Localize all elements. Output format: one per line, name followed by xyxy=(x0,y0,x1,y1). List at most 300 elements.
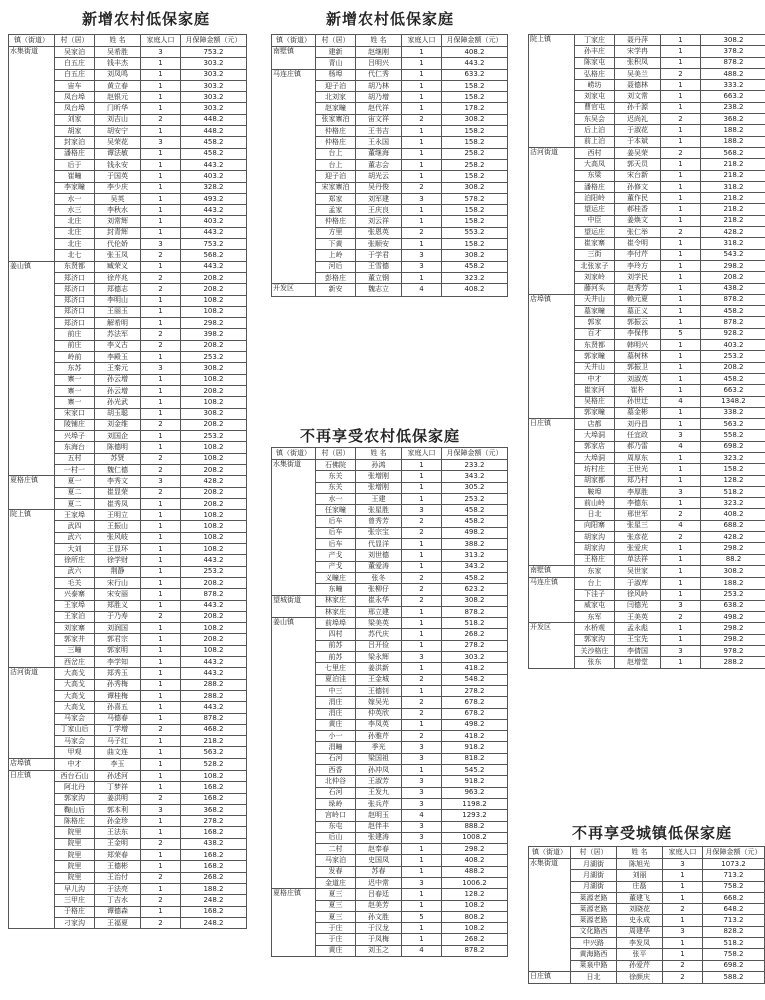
data-cell: 郭家沟 xyxy=(55,793,95,804)
data-cell: 1 xyxy=(141,306,181,317)
data-cell: 解希明 xyxy=(95,318,141,329)
data-cell: 天井山 xyxy=(575,294,615,305)
data-cell: 403.2 xyxy=(701,340,765,351)
data-cell: 孙云增 xyxy=(95,374,141,385)
data-cell: 1 xyxy=(141,205,181,216)
data-cell: 563.2 xyxy=(701,419,765,430)
data-cell: 1 xyxy=(402,137,442,148)
table-header-row xyxy=(529,847,765,859)
data-cell: 东梁 xyxy=(575,170,615,181)
data-cell: 张星三 xyxy=(615,520,661,531)
data-cell: 928.2 xyxy=(701,328,765,339)
data-cell: 1 xyxy=(141,92,181,103)
data-cell: 1 xyxy=(402,765,442,776)
data-cell: 443.2 xyxy=(181,600,247,611)
data-cell: 2 xyxy=(402,708,442,719)
data-cell: 2 xyxy=(141,284,181,295)
data-cell: 1 xyxy=(661,407,701,418)
data-cell: 胡家沟 xyxy=(575,543,615,554)
data-cell: 2 xyxy=(141,272,181,283)
data-cell: 武四 xyxy=(55,521,95,532)
table-row xyxy=(272,618,508,629)
data-cell: 698.2 xyxy=(701,441,765,452)
data-cell: 封青辉 xyxy=(95,227,141,238)
data-cell: 孙爱芹 xyxy=(617,960,663,971)
data-cell: 张仁举 xyxy=(615,227,661,238)
data-cell: 3 xyxy=(402,832,442,843)
data-cell: 488.2 xyxy=(701,68,765,79)
data-cell: 1 xyxy=(661,578,701,589)
data-cell: 4 xyxy=(402,284,442,296)
data-cell: 1 xyxy=(141,657,181,668)
data-cell: 298.2 xyxy=(701,260,765,271)
data-cell: 三街 xyxy=(575,249,615,260)
data-cell: 陵铺庄 xyxy=(55,419,95,430)
data-cell: 208.2 xyxy=(701,272,765,283)
data-cell: 发春 xyxy=(316,866,356,877)
data-cell: 1 xyxy=(402,685,442,696)
data-cell: 庄磊 xyxy=(617,881,663,892)
data-cell: 大高戈 xyxy=(55,668,95,679)
data-cell: 院里 xyxy=(55,861,95,872)
data-cell: 张东 xyxy=(575,657,615,668)
data-cell: 张增刚 xyxy=(356,471,402,482)
data-cell: 马德春 xyxy=(95,713,141,724)
data-cell: 308.2 xyxy=(442,595,508,606)
data-cell: 董志会 xyxy=(356,159,402,170)
header-cell: 家庭人口 xyxy=(402,448,442,460)
data-cell: 403.2 xyxy=(181,171,247,182)
data-cell: 胡家 xyxy=(55,126,95,137)
header-cell: 月保障金额（元） xyxy=(442,35,508,47)
data-cell: 1 xyxy=(661,102,701,113)
title-no-longer-urban: 不再享受城镇低保家庭 xyxy=(572,824,733,842)
town-cell: 院上镇 xyxy=(529,35,575,148)
data-cell: 1 xyxy=(141,69,181,80)
data-cell: 林家庄 xyxy=(316,606,356,617)
data-cell: 凤台埠 xyxy=(55,92,95,103)
data-cell: 668.2 xyxy=(703,892,765,903)
data-cell: 王金明 xyxy=(95,838,141,849)
town-cell: 南墅镇 xyxy=(529,565,575,577)
data-cell: 418.2 xyxy=(442,663,508,674)
data-cell: 338.2 xyxy=(701,407,765,418)
data-cell: 郭本利 xyxy=(95,804,141,815)
data-cell: 1 xyxy=(402,855,442,866)
data-cell: 1 xyxy=(661,170,701,181)
data-cell: 中臣 xyxy=(575,215,615,226)
data-cell: 3 xyxy=(663,926,703,937)
data-cell: 963.2 xyxy=(442,787,508,798)
data-cell: 百才 xyxy=(575,328,615,339)
town-cell: 日庄镇 xyxy=(529,419,575,566)
data-cell: 前苏 xyxy=(316,652,356,663)
data-cell: 888.2 xyxy=(442,821,508,832)
town-cell: 院上镇 xyxy=(9,510,55,668)
data-cell: 李义古 xyxy=(95,340,141,351)
data-cell: 878.2 xyxy=(181,589,247,600)
town-cell: 望城街道 xyxy=(272,595,316,618)
data-cell: 253.2 xyxy=(442,493,508,504)
data-cell: 彭格庄 xyxy=(316,272,356,283)
data-cell: 郭家井 xyxy=(55,634,95,645)
data-cell: 1 xyxy=(141,385,181,396)
data-cell: 吴世家 xyxy=(615,565,661,577)
data-cell: 张彦花 xyxy=(615,532,661,543)
data-cell: 3 xyxy=(402,877,442,888)
data-cell: 郭天员 xyxy=(615,159,661,170)
data-cell: 303.2 xyxy=(181,58,247,69)
data-cell: 曾秀芳 xyxy=(356,516,402,527)
data-cell: 268.2 xyxy=(442,934,508,945)
data-cell: 宋家寨泊 xyxy=(316,182,356,193)
data-cell: 宫岭口 xyxy=(316,810,356,821)
data-cell: 208.2 xyxy=(181,611,247,622)
table-row xyxy=(9,261,247,272)
table-row xyxy=(272,47,508,58)
town-cell: 日庄镇 xyxy=(9,771,55,929)
data-cell: 周厚东 xyxy=(615,452,661,463)
data-cell: 文化路西 xyxy=(571,926,617,937)
data-cell: 郭振卫 xyxy=(615,362,661,373)
data-cell: 刘润国 xyxy=(95,623,141,634)
data-cell: 姜洪新 xyxy=(356,663,402,674)
header-cell: 村（居） xyxy=(571,847,617,859)
data-cell: 2 xyxy=(141,872,181,883)
data-cell: 魏志立 xyxy=(356,284,402,296)
data-cell: 2 xyxy=(402,584,442,595)
data-cell: 5 xyxy=(661,328,701,339)
data-cell: 1 xyxy=(402,92,442,103)
data-cell: 2 xyxy=(141,419,181,430)
data-cell: 前上泊 xyxy=(575,136,615,147)
data-cell: 封家泊 xyxy=(55,137,95,148)
data-cell: 宋台新 xyxy=(615,170,661,181)
data-cell: 大高戈 xyxy=(55,679,95,690)
data-cell: 3 xyxy=(402,776,442,787)
data-cell: 于国英 xyxy=(95,171,141,182)
data-cell: 陈德明 xyxy=(95,442,141,453)
data-cell: 关沙格庄 xyxy=(575,646,615,657)
data-cell: 于淑库 xyxy=(615,578,661,589)
town-cell: 水集街道 xyxy=(529,859,571,972)
data-cell: 李德东 xyxy=(615,498,661,509)
data-cell: 1 xyxy=(402,900,442,911)
data-cell: 郑济口 xyxy=(55,295,95,306)
data-cell: 408.2 xyxy=(442,47,508,58)
town-cell: 南墅镇 xyxy=(272,47,316,70)
data-cell: 苏贤 xyxy=(95,453,141,464)
data-cell: 2 xyxy=(402,731,442,742)
data-cell: 1 xyxy=(141,690,181,701)
data-cell: 2 xyxy=(402,572,442,583)
data-cell: 298.2 xyxy=(701,634,765,645)
data-cell: 1 xyxy=(402,159,442,170)
data-cell: 代伦娇 xyxy=(95,239,141,250)
data-cell: 1 xyxy=(402,493,442,504)
header-cell: 月保障金额（元） xyxy=(442,448,508,460)
data-cell: 443.2 xyxy=(181,657,247,668)
data-cell: 垛岭 xyxy=(316,798,356,809)
data-cell: 钱永安 xyxy=(95,159,141,170)
data-cell: 大高凤 xyxy=(575,159,615,170)
data-cell: 1 xyxy=(402,539,442,550)
data-cell: 1 xyxy=(141,521,181,532)
data-cell: 吴格庄 xyxy=(575,396,615,407)
data-cell: 4 xyxy=(661,441,701,452)
data-cell: 1 xyxy=(661,623,701,634)
town-cell: 店埠镇 xyxy=(9,758,55,770)
data-cell: 3 xyxy=(402,193,442,204)
data-cell: 丁学增 xyxy=(95,724,141,735)
data-cell: 408.2 xyxy=(442,855,508,866)
data-cell: 李明山 xyxy=(95,295,141,306)
data-cell: 刘云祥 xyxy=(356,216,402,227)
data-cell: 毛关 xyxy=(55,577,95,588)
data-cell: 1073.2 xyxy=(703,859,765,870)
data-cell: 2 xyxy=(661,147,701,158)
data-cell: 1 xyxy=(663,892,703,903)
data-cell: 潘格庄 xyxy=(55,148,95,159)
data-cell: 崔家寨 xyxy=(575,238,615,249)
data-cell: 1 xyxy=(661,340,701,351)
data-cell: 1 xyxy=(141,736,181,747)
data-cell: 张家寨泊 xyxy=(316,114,356,125)
data-cell: 方里 xyxy=(316,227,356,238)
data-cell: 陈旭光 xyxy=(617,859,663,870)
data-cell: 黄立春 xyxy=(95,80,141,91)
data-cell: 兴埠子 xyxy=(55,431,95,442)
data-cell: 于格庄 xyxy=(55,906,95,917)
data-cell: 308.2 xyxy=(181,363,247,374)
data-cell: 1 xyxy=(402,103,442,114)
data-cell: 1 xyxy=(141,498,181,509)
data-cell: 3 xyxy=(141,47,181,58)
data-cell: 1 xyxy=(661,543,701,554)
data-cell: 徐学财 xyxy=(95,555,141,566)
data-cell: 498.2 xyxy=(442,719,508,730)
data-cell: 1 xyxy=(661,91,701,102)
data-cell: 义疃庄 xyxy=(316,572,356,583)
data-cell: 1 xyxy=(402,460,442,471)
data-cell: 刘家寨 xyxy=(55,623,95,634)
data-cell: 代显洋 xyxy=(356,539,402,550)
data-cell: 468.2 xyxy=(181,724,247,735)
data-cell: 王振山 xyxy=(95,521,141,532)
data-cell: 253.2 xyxy=(181,431,247,442)
data-cell: 五村 xyxy=(55,453,95,464)
data-cell: 158.2 xyxy=(442,92,508,103)
data-cell: 岭前 xyxy=(55,352,95,363)
data-cell: 108.2 xyxy=(181,521,247,532)
data-cell: 678.2 xyxy=(442,697,508,708)
data-cell: 陈格庄 xyxy=(55,816,95,827)
data-cell: 王金城 xyxy=(356,674,402,685)
data-cell: 663.2 xyxy=(701,91,765,102)
data-cell: 1 xyxy=(402,205,442,216)
data-cell: 443.2 xyxy=(181,159,247,170)
data-cell: 333.2 xyxy=(701,80,765,91)
data-cell: 刘金维 xyxy=(95,419,141,430)
data-cell: 1 xyxy=(661,238,701,249)
data-cell: 1293.2 xyxy=(442,810,508,821)
data-cell: 林家庄 xyxy=(316,595,356,606)
data-cell: 158.2 xyxy=(701,464,765,475)
data-cell: 产戈 xyxy=(316,550,356,561)
data-cell: 1 xyxy=(141,827,181,838)
data-cell: 刘凤鸣 xyxy=(95,69,141,80)
data-cell: 2 xyxy=(141,895,181,906)
data-cell: 1 xyxy=(141,148,181,159)
data-cell: 后上泊 xyxy=(575,125,615,136)
data-cell: 郑济口 xyxy=(55,272,95,283)
data-cell: 董作民 xyxy=(615,193,661,204)
data-cell: 108.2 xyxy=(181,306,247,317)
data-cell: 1 xyxy=(141,702,181,713)
table-new-rural-col1 xyxy=(8,34,247,929)
town-cell: 夏格庄镇 xyxy=(9,476,55,510)
data-cell: 1 xyxy=(141,182,181,193)
data-cell: 日北 xyxy=(575,509,615,520)
data-cell: 208.2 xyxy=(181,385,247,396)
data-cell: 丁梦祥 xyxy=(95,782,141,793)
data-cell: 408.2 xyxy=(442,284,508,296)
data-cell: 258.2 xyxy=(442,148,508,159)
data-cell: 1 xyxy=(141,906,181,917)
data-cell: 孙冲凤 xyxy=(356,765,402,776)
data-cell: 2 xyxy=(661,68,701,79)
data-cell: 刘国企 xyxy=(95,431,141,442)
data-cell: 刘丹昌 xyxy=(615,419,661,430)
data-cell: 台上 xyxy=(575,578,615,589)
data-cell: 1 xyxy=(141,408,181,419)
data-cell: 1 xyxy=(141,227,181,238)
data-cell: 308.2 xyxy=(442,182,508,193)
data-cell: 1 xyxy=(663,938,703,949)
data-cell: 438.2 xyxy=(181,838,247,849)
data-cell: 王治付 xyxy=(95,872,141,883)
data-cell: 1 xyxy=(402,866,442,877)
data-cell: 1 xyxy=(402,934,442,945)
data-cell: 3 xyxy=(141,239,181,250)
data-cell: 寨一 xyxy=(55,374,95,385)
data-cell: 1 xyxy=(141,159,181,170)
data-cell: 2 xyxy=(402,516,442,527)
data-cell: 1 xyxy=(661,306,701,317)
data-cell: 台上 xyxy=(316,148,356,159)
data-cell: 李玲方 xyxy=(615,260,661,271)
data-cell: 鞍埠 xyxy=(575,486,615,497)
data-cell: 史国凤 xyxy=(356,855,402,866)
data-cell: 王建 xyxy=(356,493,402,504)
data-cell: 赖元夏 xyxy=(615,294,661,305)
data-cell: 1 xyxy=(661,317,701,328)
data-cell: 298.2 xyxy=(442,844,508,855)
data-cell: 于凤梅 xyxy=(356,934,402,945)
data-cell: 邢世军 xyxy=(615,509,661,520)
data-cell: 陈家屯 xyxy=(575,57,615,68)
data-cell: 2 xyxy=(402,595,442,606)
data-cell: 王世光 xyxy=(615,464,661,475)
data-cell: 303.2 xyxy=(181,80,247,91)
data-cell: 董继海 xyxy=(356,148,402,159)
data-cell: 808.2 xyxy=(442,911,508,922)
data-cell: 108.2 xyxy=(442,900,508,911)
data-cell: 王庆良 xyxy=(356,205,402,216)
data-cell: 后山 xyxy=(316,832,356,843)
data-cell: 孙文胜 xyxy=(356,911,402,922)
data-cell: 墓正义 xyxy=(615,306,661,317)
data-cell: 崔秀凤 xyxy=(95,498,141,509)
data-cell: 398.2 xyxy=(181,329,247,340)
data-cell: 迎子泊 xyxy=(316,80,356,91)
data-cell: 王德彬 xyxy=(95,861,141,872)
data-cell: 108.2 xyxy=(181,510,247,521)
data-cell: 孙秀梅 xyxy=(95,679,141,690)
data-cell: 郑济口 xyxy=(55,318,95,329)
header-cell: 家庭人口 xyxy=(141,35,181,47)
data-cell: 3 xyxy=(661,600,701,611)
data-cell: 1 xyxy=(141,295,181,306)
data-cell: 迟中常 xyxy=(356,877,402,888)
data-cell: 1 xyxy=(141,747,181,758)
table-row xyxy=(529,565,765,577)
data-cell: 张宗宝 xyxy=(356,527,402,538)
data-cell: 前庄 xyxy=(55,329,95,340)
table-header-row xyxy=(9,35,247,47)
data-cell: 东军 xyxy=(575,612,615,623)
data-cell: 胡家都 xyxy=(575,475,615,486)
data-cell: 208.2 xyxy=(181,487,247,498)
data-cell: 1 xyxy=(141,532,181,543)
data-cell: 1 xyxy=(661,283,701,294)
town-cell: 沽河街道 xyxy=(9,668,55,758)
data-cell: 武六 xyxy=(55,566,95,577)
data-cell: 2 xyxy=(141,917,181,928)
data-cell: 1 xyxy=(402,216,442,227)
data-cell: 108.2 xyxy=(181,771,247,782)
data-cell: 宋家口 xyxy=(55,408,95,419)
data-cell: 158.2 xyxy=(442,126,508,137)
data-cell: 小一 xyxy=(316,731,356,742)
data-cell: 三疃 xyxy=(55,645,95,656)
data-cell: 1 xyxy=(402,58,442,69)
data-cell: 2 xyxy=(661,509,701,520)
data-cell: 石佛院 xyxy=(316,460,356,471)
data-cell: 1 xyxy=(141,577,181,588)
data-cell: 713.2 xyxy=(703,870,765,881)
data-cell: 东关 xyxy=(316,471,356,482)
data-cell: 368.2 xyxy=(701,114,765,125)
data-cell: 1 xyxy=(402,663,442,674)
data-cell: 刘学民 xyxy=(615,272,661,283)
data-cell: 518.2 xyxy=(442,618,508,629)
data-cell: 2 xyxy=(141,793,181,804)
data-cell: 大埠洞 xyxy=(575,430,615,441)
data-cell: 828.2 xyxy=(703,926,765,937)
table-row xyxy=(9,758,247,770)
data-cell: 753.2 xyxy=(181,47,247,58)
data-cell: 谭德森 xyxy=(95,906,141,917)
data-cell: 李秋水 xyxy=(95,205,141,216)
data-cell: 吴希胜 xyxy=(95,47,141,58)
data-cell: 158.2 xyxy=(442,80,508,91)
data-cell: 343.2 xyxy=(442,561,508,572)
data-cell: 168.2 xyxy=(181,793,247,804)
data-cell: 1 xyxy=(402,889,442,900)
data-cell: 孟永彪 xyxy=(615,623,661,634)
data-cell: 458.2 xyxy=(442,261,508,272)
